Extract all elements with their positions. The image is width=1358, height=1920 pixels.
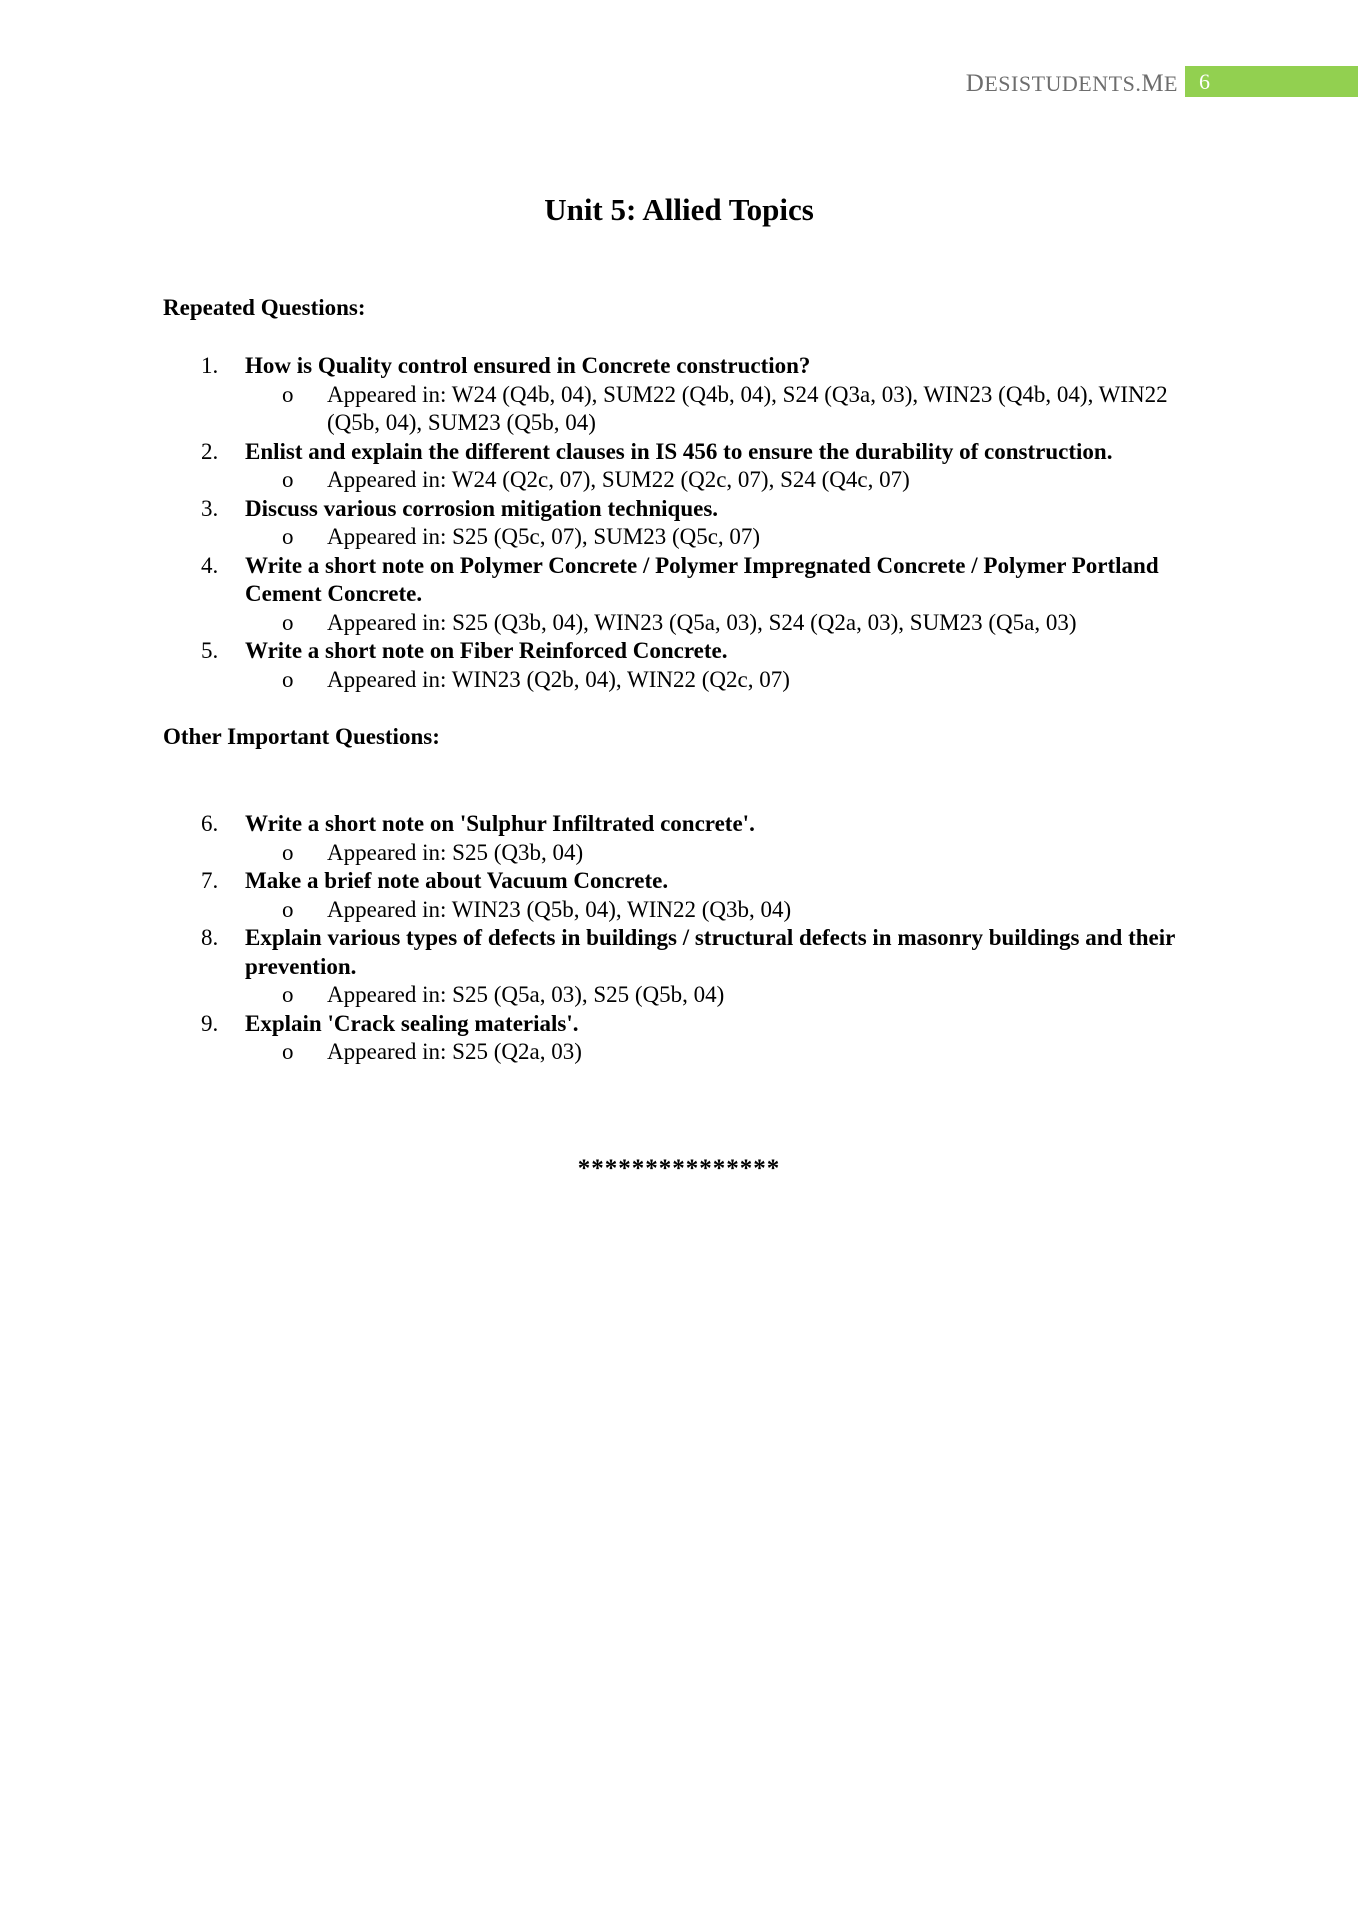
site-tld-rest: E (1164, 71, 1178, 96)
question-appeared (245, 523, 1223, 552)
question-appeared (245, 896, 1223, 925)
page-number: 6 (1185, 66, 1358, 97)
appeared-text: Appeared in: S25 (Q5c, 07), SUM23 (Q5c, 07) (327, 524, 761, 549)
question-text: Enlist and explain the different clauses in IS 456 to ensure the durability of construction. (245, 438, 1113, 464)
question-item (163, 552, 1223, 638)
question-text: Write a short note on Polymer Concrete / Polymer Impregnated Concrete / Polymer Portland Cement Concrete. (245, 552, 1159, 606)
question-text: Discuss various corrosion mitigation techniques. (245, 495, 719, 521)
question-appeared (245, 466, 1223, 495)
appeared-text: Appeared in: S25 (Q3b, 04), WIN23 (Q5a, 03), S24 (Q2a, 03), SUM23 (Q5a, 03) (327, 609, 1077, 635)
site-name (966, 70, 1178, 98)
question-text: How is Quality control ensured in Concrete construction? (245, 353, 811, 378)
question-number: 6. (201, 811, 219, 836)
page-title: Unit 5: Allied Topics (544, 192, 814, 227)
question-appeared (245, 381, 1223, 438)
question-number: 7. (201, 868, 219, 893)
bullet-icon: o (282, 467, 294, 492)
question-number: 8. (201, 925, 219, 950)
question-appeared (245, 1038, 1223, 1067)
bullet-icon: o (282, 666, 294, 692)
question-number: 3. (201, 495, 219, 521)
appeared-text: Appeared in: S25 (Q5a, 03), S25 (Q5b, 04) (327, 982, 725, 1007)
appeared-text: Appeared in: S25 (Q3b, 04) (327, 839, 584, 865)
bullet-icon: o (282, 982, 294, 1007)
question-number: 5. (201, 638, 219, 663)
other-questions-heading: Other Important Questions: (163, 724, 440, 749)
other-questions-list (163, 810, 1223, 1067)
question-item (163, 438, 1223, 495)
site-name-dot: . (1135, 71, 1142, 96)
question-item (163, 352, 1223, 438)
bullet-icon: o (282, 381, 294, 407)
question-item (163, 637, 1223, 694)
bullet-icon: o (282, 524, 294, 549)
appeared-text: Appeared in: W24 (Q4b, 04), SUM22 (Q4b, 04), S24 (Q3a, 03), WIN23 (Q4b, 04), WIN22 (Q5b, 04), SUM23 (Q5b, 04) (327, 381, 1168, 435)
question-number: 1. (201, 353, 219, 378)
question-number: 2. (201, 438, 219, 464)
question-appeared (245, 981, 1223, 1010)
question-text: Explain 'Crack sealing materials'. (245, 1010, 579, 1036)
question-item (163, 1010, 1223, 1067)
question-text: Write a short note on 'Sulphur Infiltrated concrete'. (245, 811, 755, 836)
question-number: 4. (201, 552, 219, 578)
question-item (163, 867, 1223, 924)
bullet-icon: o (282, 839, 294, 865)
question-text: Explain various types of defects in buildings / structural defects in masonry buildings and their prevention. (245, 925, 1175, 979)
question-item (163, 924, 1223, 1010)
repeated-questions-heading: Repeated Questions: (163, 295, 366, 320)
question-item (163, 495, 1223, 552)
bullet-icon: o (282, 609, 294, 635)
bullet-icon: o (282, 896, 294, 922)
section-divider-stars: *************** (577, 1155, 781, 1182)
question-appeared (245, 666, 1223, 695)
question-item (163, 810, 1223, 867)
question-text: Write a short note on Fiber Reinforced Concrete. (245, 638, 728, 663)
question-text: Make a brief note about Vacuum Concrete. (245, 868, 669, 893)
appeared-text: Appeared in: WIN23 (Q2b, 04), WIN22 (Q2c, 07) (327, 666, 790, 692)
site-name-rest: ESISTUDENTS (984, 71, 1136, 96)
appeared-text: Appeared in: S25 (Q2a, 03) (327, 1039, 582, 1064)
question-appeared (245, 609, 1223, 638)
appeared-text: Appeared in: WIN23 (Q5b, 04), WIN22 (Q3b, 04) (327, 896, 792, 922)
bullet-icon: o (282, 1039, 294, 1064)
repeated-questions-list (163, 352, 1223, 694)
site-tld-initial: M (1141, 70, 1165, 97)
question-appeared (245, 839, 1223, 868)
site-name-initial: D (965, 70, 985, 97)
question-number: 9. (201, 1010, 219, 1036)
appeared-text: Appeared in: W24 (Q2c, 07), SUM22 (Q2c, 07), S24 (Q4c, 07) (327, 467, 910, 492)
